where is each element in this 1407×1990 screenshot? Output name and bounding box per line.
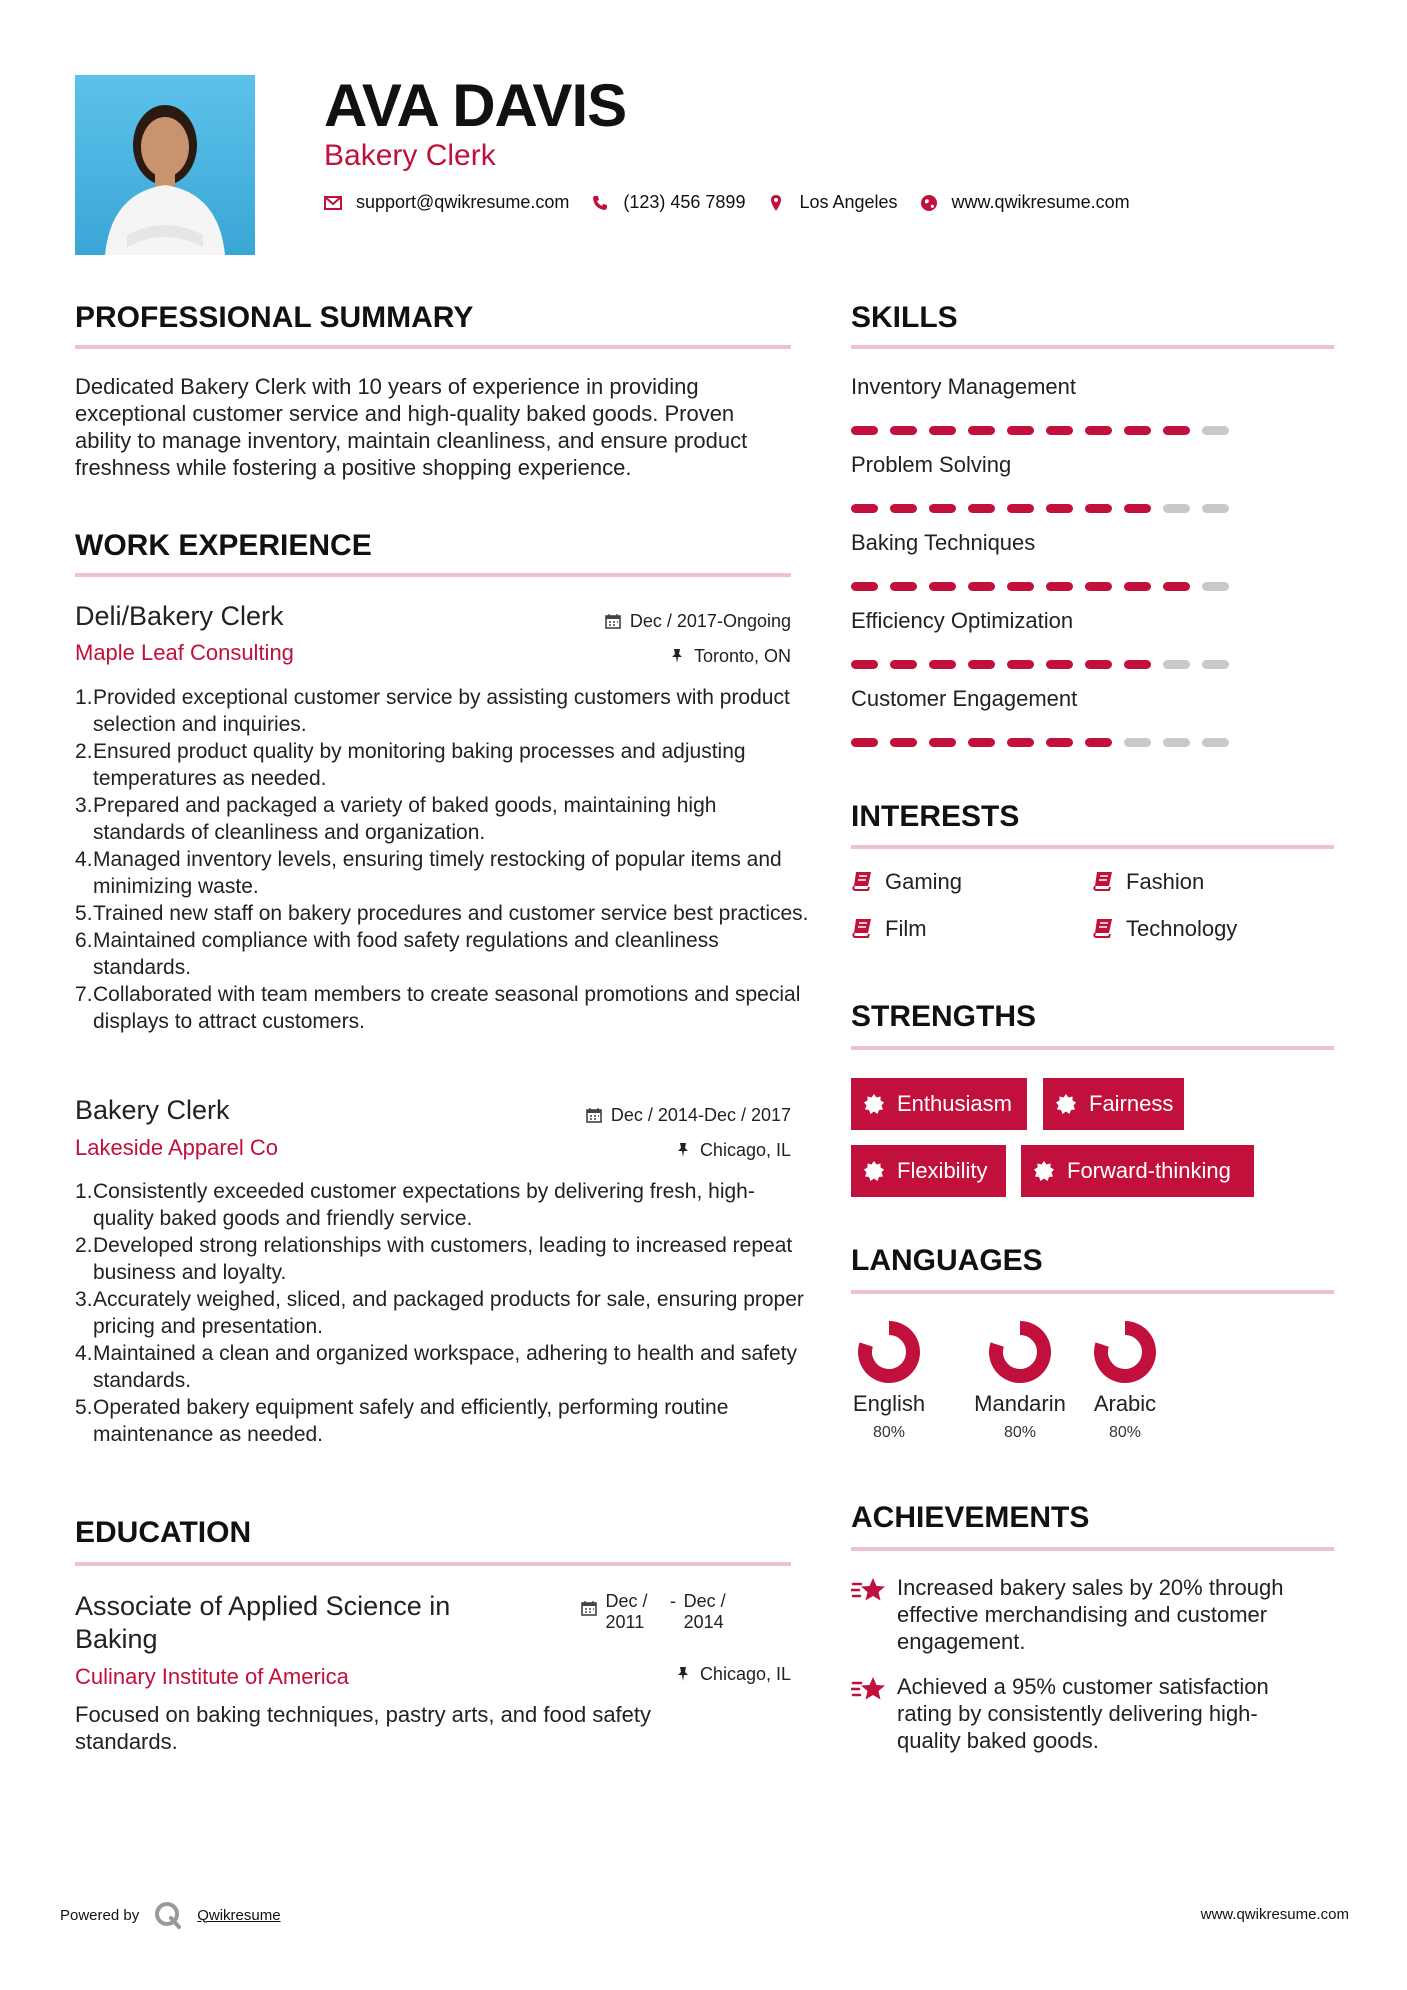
badge-icon [863, 1160, 885, 1182]
education-end-date: Dec / 2014 [683, 1591, 726, 1632]
degree-title: Associate of Applied Science in Baking [75, 1591, 451, 1654]
skill-level-bar [851, 582, 1241, 591]
skill-name: Problem Solving [851, 452, 1012, 477]
skill-level-dash [1124, 582, 1151, 591]
job-location [480, 645, 791, 667]
language-name: English [852, 1391, 926, 1416]
interest-label: Technology [1126, 916, 1238, 941]
book-icon [1092, 871, 1114, 893]
skill-level-dash [1124, 426, 1151, 435]
star-icon [851, 1576, 887, 1606]
education-location-text: Chicago, IL [699, 1664, 791, 1684]
strength-tag [851, 1078, 1027, 1130]
skills-divider [851, 345, 1334, 349]
list-item: Provided exceptional customer service by assisting customers with product selection and inquiries. [93, 686, 790, 736]
company-name: Lakeside Apparel Co [75, 1135, 279, 1160]
skill-level-dash [1046, 426, 1073, 435]
interest-label: Gaming [885, 869, 963, 894]
pushpin-icon [674, 1665, 692, 1683]
footer-website[interactable]: www.qwikresume.com [1200, 1906, 1349, 1923]
phone-text: (123) 456 7899 [623, 192, 746, 212]
strength-label: Flexibility [897, 1158, 988, 1183]
book-icon [851, 918, 873, 940]
achievement-item [851, 1673, 1321, 1754]
interest-label: Fashion [1126, 869, 1205, 894]
contact-phone[interactable] [591, 192, 745, 213]
summary-text: Dedicated Bakery Clerk with 10 years of experience in providing exceptional customer service and high-quality baked goods. Proven ability to manage inventory, maintain cleanliness, and ensure product freshness while fostering a positive shopping experience. [75, 374, 748, 480]
interest-item [851, 916, 927, 942]
achievement-text: Increased bakery sales by 20% through effective merchandising and customer engagement. [897, 1575, 1284, 1654]
strength-tag [851, 1145, 1006, 1197]
interest-item [1092, 869, 1204, 895]
job-location [480, 1139, 791, 1161]
phone-icon [591, 194, 609, 212]
contact-email[interactable] [324, 192, 569, 213]
skill-level-dash [929, 660, 956, 669]
job-dates [480, 1104, 791, 1126]
skill-level-dash [1007, 426, 1034, 435]
skill-level-dash [1202, 660, 1229, 669]
pushpin-icon [674, 1141, 692, 1159]
skill-level-dash [1007, 582, 1034, 591]
education-divider [75, 1562, 791, 1566]
company-name: Maple Leaf Consulting [75, 640, 294, 665]
badge-icon [863, 1093, 885, 1115]
skill-level-dash [968, 426, 995, 435]
languages-heading: LANGUAGES [851, 1244, 1043, 1277]
location-text: Los Angeles [799, 192, 898, 212]
language-item [834, 1320, 944, 1444]
job-location-text: Chicago, IL [699, 1140, 791, 1160]
list-item: Ensured product quality by monitoring baking processes and adjusting temperatures as needed. [93, 740, 746, 790]
star-icon [851, 1675, 887, 1705]
skill-level-dash [968, 738, 995, 747]
skill-level-dash [851, 426, 878, 435]
skill-level-dash [968, 582, 995, 591]
interest-item [851, 869, 962, 895]
job-title: Bakery Clerk [75, 1095, 230, 1125]
skill-level-dash [1085, 426, 1112, 435]
list-item: Prepared and packaged a variety of baked goods, maintaining high standards of cleanliness and organization. [93, 794, 717, 844]
brand-link[interactable]: Qwikresume [197, 1906, 281, 1924]
globe-icon [920, 194, 938, 212]
skill-level-bar [851, 426, 1241, 435]
skill-level-dash [1163, 660, 1190, 669]
date-separator: - [669, 1591, 676, 1611]
interest-label: Film [885, 916, 927, 941]
list-item: Consistently exceeded customer expectations by delivering fresh, high-quality baked goods and friendly service. [93, 1180, 755, 1230]
achievements-divider [851, 1547, 1334, 1551]
experience-heading: WORK EXPERIENCE [75, 529, 372, 562]
list-item: Operated bakery equipment safely and efficiently, performing routine maintenance as needed. [93, 1396, 729, 1446]
skill-level-dash [1046, 582, 1073, 591]
skill-level-dash [1007, 660, 1034, 669]
job-title: Deli/Bakery Clerk [75, 601, 284, 631]
education-location [580, 1663, 791, 1685]
list-item: Accurately weighed, sliced, and packaged products for sale, ensuring proper pricing and presentation. [93, 1288, 804, 1338]
contact-website[interactable] [920, 192, 1130, 213]
skill-level-dash [929, 504, 956, 513]
footer-powered-by [60, 1900, 281, 1930]
skill-level-dash [851, 582, 878, 591]
skill-level-dash [1085, 738, 1112, 747]
candidate-title: Bakery Clerk [324, 139, 496, 172]
skill-level-dash [1202, 582, 1229, 591]
language-proficiency-ring [988, 1320, 1052, 1384]
calendar-icon [585, 1106, 603, 1124]
skill-level-dash [851, 738, 878, 747]
skill-level-dash [1124, 504, 1151, 513]
strengths-divider [851, 1046, 1334, 1050]
education-dates [580, 1591, 740, 1633]
skill-level-dash [851, 504, 878, 513]
skill-level-dash [929, 582, 956, 591]
book-icon [1092, 918, 1114, 940]
skill-level-dash [1202, 738, 1229, 747]
summary-heading: PROFESSIONAL SUMMARY [75, 301, 474, 334]
interests-heading: INTERESTS [851, 800, 1020, 833]
job-bullets [75, 684, 809, 1035]
skill-level-dash [929, 738, 956, 747]
job-location-text: Toronto, ON [693, 646, 791, 666]
skill-level-bar [851, 504, 1241, 513]
skill-level-dash [1046, 504, 1073, 513]
strength-tag [1021, 1145, 1254, 1197]
qwikresume-logo-icon [153, 1900, 183, 1930]
skill-level-dash [851, 660, 878, 669]
job-bullets [75, 1178, 809, 1448]
badge-icon [1055, 1093, 1077, 1115]
list-item: Developed strong relationships with customers, leading to increased repeat business and loyalty. [93, 1234, 793, 1284]
experience-divider [75, 573, 791, 577]
list-item: Trained new staff on bakery procedures and customer service best practices. [93, 902, 809, 925]
summary-divider [75, 345, 791, 349]
skill-level-bar [851, 660, 1241, 669]
languages-divider [851, 1290, 1334, 1294]
skill-level-dash [890, 504, 917, 513]
interest-item [1092, 916, 1237, 942]
language-percent: 80% [1003, 1424, 1037, 1441]
skill-level-dash [1163, 504, 1190, 513]
language-arc [865, 1328, 913, 1376]
skills-heading: SKILLS [851, 301, 958, 334]
school-name: Culinary Institute of America [75, 1664, 349, 1689]
language-percent: 80% [872, 1424, 906, 1441]
skill-level-dash [968, 660, 995, 669]
language-name: Mandarin [974, 1391, 1066, 1416]
language-name: Arabic [1093, 1391, 1157, 1416]
skill-level-dash [1124, 660, 1151, 669]
badge-icon [1033, 1160, 1055, 1182]
list-item: Maintained compliance with food safety regulations and cleanliness standards. [93, 929, 719, 979]
education-start-date: Dec / 2011 [605, 1591, 648, 1632]
skill-level-dash [1085, 504, 1112, 513]
skill-level-dash [890, 738, 917, 747]
strength-label: Enthusiasm [897, 1091, 1012, 1116]
language-percent: 80% [1108, 1424, 1142, 1441]
skill-level-dash [1124, 738, 1151, 747]
skill-level-dash [929, 426, 956, 435]
skill-name: Baking Techniques [851, 530, 1036, 555]
candidate-name: AVA DAVIS [324, 72, 627, 139]
achievement-text: Achieved a 95% customer satisfaction rating by consistently delivering high-quality baked goods. [897, 1674, 1269, 1753]
skill-level-dash [1202, 426, 1229, 435]
achievement-item [851, 1574, 1321, 1655]
job-dates-text: Dec / 2014-Dec / 2017 [610, 1105, 791, 1125]
book-icon [851, 871, 873, 893]
calendar-icon [604, 612, 622, 630]
strength-label: Forward-thinking [1067, 1158, 1231, 1183]
skill-level-dash [1202, 504, 1229, 513]
calendar-icon [580, 1599, 598, 1617]
envelope-icon [324, 194, 342, 212]
skill-level-dash [1085, 582, 1112, 591]
skill-level-dash [1007, 738, 1034, 747]
language-item [1070, 1320, 1180, 1444]
language-proficiency-ring [1093, 1320, 1157, 1384]
education-description: Focused on baking techniques, pastry arts, and food safety standards. [75, 1702, 652, 1754]
skill-level-dash [890, 660, 917, 669]
strength-tag [1043, 1078, 1184, 1130]
language-arc [996, 1328, 1044, 1376]
skill-level-dash [1085, 660, 1112, 669]
pushpin-icon [668, 647, 686, 665]
skill-level-dash [1046, 738, 1073, 747]
achievements-heading: ACHIEVEMENTS [851, 1501, 1090, 1534]
map-pin-icon [767, 194, 785, 212]
website-text: www.qwikresume.com [951, 192, 1130, 212]
contact-bar [324, 192, 1152, 213]
interests-divider [851, 845, 1334, 849]
strength-label: Fairness [1089, 1091, 1174, 1116]
list-item: Collaborated with team members to create seasonal promotions and special displays to attract customers. [93, 983, 801, 1033]
skill-level-dash [1163, 426, 1190, 435]
contact-location [767, 192, 897, 213]
skill-name: Customer Engagement [851, 686, 1078, 711]
skill-level-dash [968, 504, 995, 513]
skill-level-dash [890, 582, 917, 591]
email-text: support@qwikresume.com [356, 192, 570, 212]
list-item: Maintained a clean and organized workspace, adhering to health and safety standards. [93, 1342, 797, 1392]
language-arc [1101, 1328, 1149, 1376]
language-item [965, 1320, 1075, 1444]
skill-level-dash [890, 426, 917, 435]
skill-level-dash [1163, 582, 1190, 591]
skill-level-dash [1163, 738, 1190, 747]
powered-by-label: Powered by [60, 1906, 140, 1924]
education-heading: EDUCATION [75, 1516, 252, 1549]
skill-name: Efficiency Optimization [851, 608, 1074, 633]
job-dates-text: Dec / 2017-Ongoing [629, 611, 791, 631]
list-item: Managed inventory levels, ensuring timely restocking of popular items and minimizing waste. [93, 848, 782, 898]
strengths-heading: STRENGTHS [851, 1000, 1037, 1033]
skill-level-dash [1007, 504, 1034, 513]
skill-level-bar [851, 738, 1241, 747]
language-proficiency-ring [857, 1320, 921, 1384]
skill-name: Inventory Management [851, 374, 1077, 399]
job-dates [480, 610, 791, 632]
profile-photo [75, 75, 255, 255]
skill-level-dash [1046, 660, 1073, 669]
